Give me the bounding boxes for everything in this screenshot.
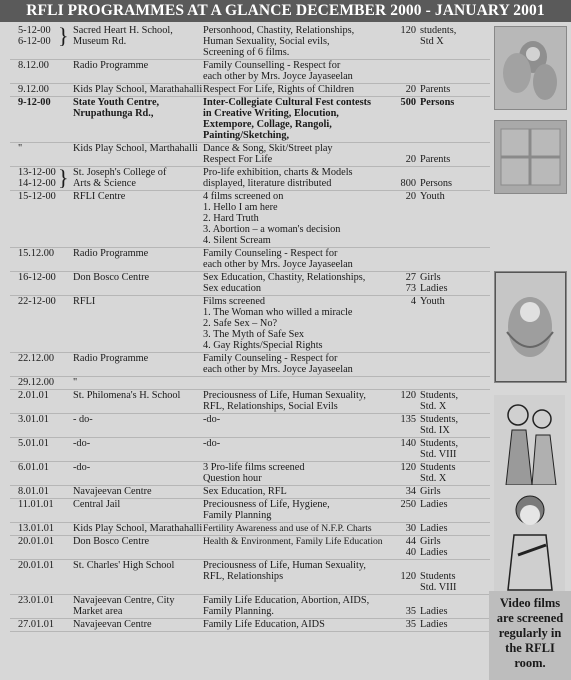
date-cell-line: 9.12.00 bbox=[18, 84, 49, 95]
video-note-line: the RFLI bbox=[505, 641, 555, 655]
unit-cell bbox=[420, 560, 456, 593]
activity-cell bbox=[203, 523, 372, 534]
date-cell-line: 6-12-00 bbox=[18, 36, 51, 47]
place-cell-line: RFLI Centre bbox=[73, 191, 126, 202]
unit-cell bbox=[420, 414, 458, 436]
count-cell-line: 44 bbox=[405, 536, 416, 547]
unit-cell-line bbox=[420, 560, 456, 571]
table-row bbox=[10, 499, 490, 521]
unit-cell bbox=[420, 84, 450, 95]
date-cell bbox=[18, 97, 51, 108]
activity-cell bbox=[203, 191, 340, 246]
activity-cell-line: RFL, Relationships bbox=[203, 571, 284, 582]
place-cell-line: St. Philomena's H. School bbox=[73, 390, 181, 401]
table-row bbox=[10, 462, 490, 484]
unit-cell-line: Ladies bbox=[420, 523, 448, 534]
date-cell bbox=[18, 377, 54, 388]
date-cell-line: 13-12-00 bbox=[18, 167, 56, 178]
unit-cell bbox=[420, 191, 445, 202]
table-row bbox=[10, 60, 490, 82]
count-cell bbox=[380, 560, 416, 582]
unit-cell-line: Std. X bbox=[420, 473, 447, 484]
row-divider bbox=[10, 631, 490, 632]
place-cell bbox=[73, 523, 202, 534]
date-cell-line: 5.01.01 bbox=[18, 438, 49, 449]
activity-cell-line: each other by Mrs. Joyce Jayaseelan bbox=[203, 364, 353, 375]
place-cell bbox=[73, 462, 90, 473]
table-row bbox=[10, 438, 490, 460]
place-cell-line: St. Charles' High School bbox=[73, 560, 175, 571]
activity-cell-line: 4. Silent Scream bbox=[203, 235, 271, 246]
count-cell bbox=[380, 462, 416, 473]
date-cell bbox=[18, 499, 54, 510]
table-row bbox=[10, 523, 490, 534]
activity-cell bbox=[203, 536, 383, 547]
activity-cell bbox=[203, 25, 354, 58]
place-cell bbox=[73, 60, 148, 71]
unit-cell-line: Ladies bbox=[420, 619, 448, 630]
unit-cell bbox=[420, 595, 447, 617]
date-cell-line: 20.01.01 bbox=[18, 560, 55, 571]
place-cell-line: Kids Play School, Marthahalli bbox=[73, 143, 198, 154]
place-cell bbox=[73, 560, 174, 571]
activity-cell bbox=[203, 353, 353, 375]
count-cell-line: 40 bbox=[405, 547, 416, 558]
place-cell bbox=[73, 25, 173, 47]
unit-cell-line: Persons bbox=[420, 178, 453, 189]
activity-cell-line: Inter-Collegiate Cultural Fest contests bbox=[203, 97, 372, 108]
activity-cell-line: Family Counseling - Respect for bbox=[203, 353, 338, 364]
date-cell bbox=[18, 462, 49, 473]
count-cell-line: 500 bbox=[400, 97, 416, 108]
place-cell-line: Market area bbox=[73, 606, 123, 617]
count-cell-line: 120 bbox=[400, 390, 416, 401]
table-row bbox=[10, 595, 490, 617]
table-row bbox=[10, 377, 490, 388]
date-cell-line: 23.01.01 bbox=[18, 595, 55, 606]
place-cell bbox=[73, 486, 152, 497]
date-cell bbox=[18, 619, 54, 630]
count-cell bbox=[380, 619, 416, 630]
count-cell bbox=[380, 97, 416, 108]
wrapped-gift-illustration bbox=[494, 120, 567, 194]
activity-cell-line: 2. Hard Truth bbox=[203, 213, 259, 224]
date-cell-line: 13.01.01 bbox=[18, 523, 55, 534]
place-cell-line: Navajeevan Centre, City bbox=[73, 595, 175, 606]
place-cell bbox=[73, 167, 166, 189]
table-row bbox=[10, 25, 490, 58]
activity-cell bbox=[203, 486, 287, 497]
unit-cell bbox=[420, 619, 447, 630]
activity-cell-line: Respect For Life bbox=[203, 154, 273, 165]
activity-cell-line: Preciousness of Life, Human Sexuality, bbox=[203, 390, 366, 401]
unit-cell-line: Std. IX bbox=[420, 425, 450, 436]
unit-cell-line: Youth bbox=[420, 296, 445, 307]
unit-cell bbox=[420, 390, 458, 412]
activity-cell-line: Screening of 6 films. bbox=[203, 47, 290, 58]
unit-cell bbox=[420, 523, 447, 534]
date-cell bbox=[18, 414, 49, 425]
activity-cell bbox=[203, 143, 333, 165]
count-cell-line: 73 bbox=[405, 283, 416, 294]
musician-cartoon-illustration bbox=[494, 485, 565, 595]
family-cartoon-illustration bbox=[494, 395, 565, 490]
place-cell bbox=[73, 390, 180, 401]
count-cell-line: 27 bbox=[405, 272, 416, 283]
activity-cell bbox=[203, 84, 354, 95]
angel-illustration bbox=[494, 26, 567, 110]
place-cell bbox=[73, 619, 152, 630]
date-cell-line: 8.01.01 bbox=[18, 486, 49, 497]
activity-cell-line: Question hour bbox=[203, 473, 262, 484]
sidebar-illustrations bbox=[489, 23, 571, 680]
count-cell-line: 34 bbox=[405, 486, 416, 497]
count-cell-line bbox=[380, 143, 416, 154]
count-cell-line: 120 bbox=[400, 571, 416, 582]
place-cell bbox=[73, 595, 175, 617]
unit-cell bbox=[420, 486, 441, 497]
unit-cell-line: Std. VIII bbox=[420, 449, 457, 460]
place-cell-line: Kids Play School, Marathahalli bbox=[73, 84, 203, 95]
table-row bbox=[10, 143, 490, 165]
brace-mark: } bbox=[58, 23, 69, 48]
count-cell bbox=[380, 536, 416, 558]
place-cell-line: Nrupathunga Rd., bbox=[73, 108, 154, 119]
date-cell bbox=[18, 143, 22, 154]
place-cell bbox=[73, 499, 120, 510]
date-cell bbox=[18, 296, 56, 307]
count-cell-line: 120 bbox=[400, 25, 416, 36]
activity-cell bbox=[203, 462, 305, 484]
video-films-notice bbox=[489, 591, 571, 680]
unit-cell bbox=[420, 272, 447, 294]
date-cell-line: 2.01.01 bbox=[18, 390, 49, 401]
count-cell-line: 20 bbox=[405, 84, 416, 95]
table-row bbox=[10, 84, 490, 95]
date-cell bbox=[18, 353, 54, 364]
activity-cell-line: Fertility Awareness and use of N.F.P. Charts bbox=[203, 523, 372, 534]
date-cell-line: 22-12-00 bbox=[18, 296, 56, 307]
count-cell bbox=[380, 523, 416, 534]
place-cell-line: Navajeevan Centre bbox=[73, 619, 152, 630]
count-cell-line: 4 bbox=[410, 296, 416, 307]
activity-cell-line: 2. Safe Sex – No? bbox=[203, 318, 278, 329]
place-cell bbox=[73, 84, 202, 95]
activity-cell-line: 1. Hello I am here bbox=[203, 202, 278, 213]
activity-cell-line: Family Planning bbox=[203, 510, 272, 521]
activity-cell-line: Family Life Education, Abortion, AIDS, bbox=[203, 595, 370, 606]
table-row bbox=[10, 619, 490, 630]
activity-cell-line: Family Life Education, AIDS bbox=[203, 619, 325, 630]
count-cell-line bbox=[380, 167, 416, 178]
unit-cell-line: Persons bbox=[420, 97, 455, 108]
table-row bbox=[10, 248, 490, 270]
date-cell bbox=[18, 60, 49, 71]
table-row bbox=[10, 272, 490, 294]
unit-cell bbox=[420, 462, 455, 484]
count-cell-line: 135 bbox=[400, 414, 416, 425]
activity-cell-line: Dance & Song, Skit/Street play bbox=[203, 143, 333, 154]
activity-cell bbox=[203, 248, 353, 270]
activity-cell-line: 3 Pro-life films screened bbox=[203, 462, 305, 473]
unit-cell bbox=[420, 143, 450, 165]
unit-cell-line: Students bbox=[420, 462, 456, 473]
unit-cell-line: Students, bbox=[420, 390, 459, 401]
date-cell-line: 20.01.01 bbox=[18, 536, 55, 547]
place-cell bbox=[73, 414, 93, 425]
table-row bbox=[10, 296, 490, 351]
date-cell bbox=[18, 272, 56, 283]
unit-cell-line: Youth bbox=[420, 191, 445, 202]
video-note-line: regularly in bbox=[498, 626, 562, 640]
date-cell bbox=[18, 523, 54, 534]
place-cell-line: Sacred Heart H. School, bbox=[73, 25, 173, 36]
activity-cell-line: Family Planning. bbox=[203, 606, 274, 617]
table-row bbox=[10, 167, 490, 189]
date-cell-line: 8.12.00 bbox=[18, 60, 49, 71]
date-cell-line: 9-12-00 bbox=[18, 97, 51, 108]
activity-cell bbox=[203, 60, 353, 82]
place-cell-line: -do- bbox=[73, 438, 91, 449]
count-cell-line: 30 bbox=[405, 523, 416, 534]
place-cell-line: State Youth Centre, bbox=[73, 97, 160, 108]
unit-cell-line: Std X bbox=[420, 36, 444, 47]
count-cell bbox=[380, 84, 416, 95]
activity-cell-line: 4 films screened on bbox=[203, 191, 284, 202]
unit-cell-line: Girls bbox=[420, 486, 441, 497]
date-cell bbox=[18, 248, 54, 259]
date-cell bbox=[18, 84, 49, 95]
unit-cell-line: Std. VIII bbox=[420, 582, 457, 593]
count-cell-line: 120 bbox=[400, 462, 416, 473]
place-cell-line: " bbox=[73, 377, 78, 388]
date-cell-line: 3.01.01 bbox=[18, 414, 49, 425]
table-row bbox=[10, 486, 490, 497]
activity-cell bbox=[203, 438, 220, 449]
date-cell bbox=[18, 595, 54, 606]
page-title: RFLI PROGRAMMES AT A GLANCE DECEMBER 2000 - JANUARY 2001 bbox=[0, 0, 571, 22]
activity-cell-line: -do- bbox=[203, 438, 221, 449]
place-cell-line: Don Bosco Centre bbox=[73, 272, 150, 283]
count-cell-line: 20 bbox=[405, 154, 416, 165]
unit-cell bbox=[420, 296, 445, 307]
date-cell bbox=[18, 560, 54, 571]
unit-cell-line: students, bbox=[420, 25, 457, 36]
place-cell-line: Central Jail bbox=[73, 499, 121, 510]
place-cell bbox=[73, 377, 77, 388]
activity-cell-line: 3. The Myth of Safe Sex bbox=[203, 329, 305, 340]
date-cell bbox=[18, 438, 49, 449]
activity-cell bbox=[203, 619, 325, 630]
date-cell-line: 15.12.00 bbox=[18, 248, 55, 259]
unit-cell-line: Students, bbox=[420, 438, 459, 449]
count-cell-line: 140 bbox=[400, 438, 416, 449]
count-cell bbox=[380, 272, 416, 294]
place-cell bbox=[73, 97, 159, 119]
date-cell-line: 22.12.00 bbox=[18, 353, 55, 364]
count-cell bbox=[380, 167, 416, 189]
table-row bbox=[10, 390, 490, 412]
activity-cell-line: Films screened bbox=[203, 296, 266, 307]
date-cell-line: 29.12.00 bbox=[18, 377, 55, 388]
unit-cell bbox=[420, 499, 447, 510]
count-cell bbox=[380, 191, 416, 202]
place-cell-line: Radio Programme bbox=[73, 248, 149, 259]
count-cell-line: 250 bbox=[400, 499, 416, 510]
activity-cell-line: Human Sexuality, Social evils, bbox=[203, 36, 330, 47]
unit-cell-line: Parents bbox=[420, 154, 451, 165]
place-cell-line: Arts & Science bbox=[73, 178, 136, 189]
unit-cell bbox=[420, 25, 456, 47]
place-cell-line: Museum Rd. bbox=[73, 36, 127, 47]
unit-cell-line: Ladies bbox=[420, 283, 448, 294]
date-cell-line: " bbox=[18, 143, 23, 154]
date-cell-line: 5-12-00 bbox=[18, 25, 51, 36]
unit-cell-line bbox=[420, 143, 450, 154]
unit-cell bbox=[420, 438, 458, 460]
count-cell bbox=[380, 486, 416, 497]
count-cell bbox=[380, 25, 416, 36]
count-cell bbox=[380, 595, 416, 617]
count-cell-line: 35 bbox=[405, 619, 416, 630]
place-cell-line: Radio Programme bbox=[73, 353, 149, 364]
activity-cell-line: 1. The Woman who willed a miracle bbox=[203, 307, 353, 318]
activity-cell-line: Preciousness of Life, Hygiene, bbox=[203, 499, 330, 510]
place-cell-line: Don Bosco Centre bbox=[73, 536, 150, 547]
date-cell bbox=[18, 390, 49, 401]
activity-cell-line: Sex education bbox=[203, 283, 262, 294]
date-cell-line: 14-12-00 bbox=[18, 178, 56, 189]
date-cell-line: 11.01.01 bbox=[18, 499, 54, 510]
activity-cell bbox=[203, 97, 371, 141]
unit-cell-line: Ladies bbox=[420, 547, 448, 558]
count-cell bbox=[380, 499, 416, 510]
activity-cell-line: Painting/Sketching, bbox=[203, 130, 290, 141]
activity-cell-line: Family Counselling - Respect for bbox=[203, 60, 341, 71]
unit-cell-line: Parents bbox=[420, 84, 451, 95]
date-cell-line: 16-12-00 bbox=[18, 272, 56, 283]
place-cell bbox=[73, 248, 148, 259]
place-cell bbox=[73, 191, 125, 202]
count-cell bbox=[380, 438, 416, 449]
place-cell-line: -do- bbox=[73, 462, 91, 473]
unit-cell bbox=[420, 167, 452, 189]
count-cell-line: 35 bbox=[405, 606, 416, 617]
activity-cell-line: displayed, literature distributed bbox=[203, 178, 332, 189]
unit-cell bbox=[420, 536, 447, 558]
unit-cell-line bbox=[420, 167, 452, 178]
count-cell-line bbox=[380, 595, 416, 606]
activity-cell bbox=[203, 499, 330, 521]
unit-cell-line: Std. X bbox=[420, 401, 447, 412]
activity-cell bbox=[203, 390, 366, 412]
date-cell bbox=[18, 167, 56, 189]
activity-cell-line: RFL, Relationships, Social Evils bbox=[203, 401, 338, 412]
date-cell bbox=[18, 536, 54, 547]
activity-cell-line: each other by Mrs. Joyce Jayaseelan bbox=[203, 259, 353, 270]
count-cell bbox=[380, 296, 416, 307]
count-cell bbox=[380, 143, 416, 165]
table-row bbox=[10, 191, 490, 246]
date-cell-line: 27.01.01 bbox=[18, 619, 55, 630]
unit-cell-line: Girls bbox=[420, 272, 441, 283]
activity-cell bbox=[203, 595, 369, 617]
place-cell-line: - do- bbox=[73, 414, 93, 425]
table-row bbox=[10, 560, 490, 593]
date-cell-line: 6.01.01 bbox=[18, 462, 49, 473]
date-cell-line: 15-12-00 bbox=[18, 191, 56, 202]
place-cell-line: Radio Programme bbox=[73, 60, 149, 71]
count-cell-line: 20 bbox=[405, 191, 416, 202]
activity-cell-line: Extempore, Collage, Rangoli, bbox=[203, 119, 332, 130]
activity-cell bbox=[203, 296, 353, 351]
unit-cell-line: Ladies bbox=[420, 499, 448, 510]
unit-cell bbox=[420, 97, 454, 108]
activity-cell-line: in Creative Writing, Elocution, bbox=[203, 108, 339, 119]
table-row bbox=[10, 97, 490, 141]
activity-cell bbox=[203, 414, 220, 425]
activity-cell-line: Family Counseling - Respect for bbox=[203, 248, 338, 259]
children-are-precious-poster bbox=[494, 271, 567, 383]
date-cell bbox=[18, 191, 56, 202]
place-cell-line: Kids Play School, Marathahalli bbox=[73, 523, 203, 534]
activity-cell bbox=[203, 272, 365, 294]
unit-cell-line: Ladies bbox=[420, 606, 448, 617]
activity-cell-line: -do- bbox=[203, 414, 221, 425]
place-cell bbox=[73, 296, 95, 307]
place-cell bbox=[73, 143, 198, 154]
activity-cell bbox=[203, 167, 353, 189]
place-cell-line: St. Joseph's College of bbox=[73, 167, 167, 178]
date-cell bbox=[18, 25, 51, 47]
video-note-line: room. bbox=[514, 656, 546, 670]
activity-cell-line: each other by Mrs. Joyce Jayaseelan bbox=[203, 71, 353, 82]
activity-cell-line: Sex Education, Chastity, Relationships, bbox=[203, 272, 366, 283]
activity-cell-line: 3. Abortion – a woman's decision bbox=[203, 224, 341, 235]
place-cell bbox=[73, 272, 149, 283]
count-cell bbox=[380, 414, 416, 425]
table-row bbox=[10, 414, 490, 436]
activity-cell-line: Preciousness of Life, Human Sexuality, bbox=[203, 560, 366, 571]
count-cell-line bbox=[380, 560, 416, 571]
activity-cell-line: Pro-life exhibition, charts & Models bbox=[203, 167, 353, 178]
place-cell-line: RFLI bbox=[73, 296, 96, 307]
unit-cell-line: Girls bbox=[420, 536, 441, 547]
video-note-line: Video films bbox=[499, 596, 561, 610]
count-cell-line: 800 bbox=[400, 178, 416, 189]
date-cell bbox=[18, 486, 49, 497]
unit-cell-line bbox=[420, 595, 447, 606]
brace-mark: } bbox=[58, 165, 69, 190]
activity-cell-line: Health & Environment, Family Life Education bbox=[203, 536, 383, 547]
unit-cell-line: Students bbox=[420, 571, 456, 582]
unit-cell-line: Students, bbox=[420, 414, 459, 425]
activity-cell-line: Sex Education, RFL bbox=[203, 486, 287, 497]
activity-cell-line: Personhood, Chastity, Relationships, bbox=[203, 25, 355, 36]
place-cell bbox=[73, 536, 149, 547]
table-row bbox=[10, 353, 490, 375]
activity-cell-line: 4. Gay Rights/Special Rights bbox=[203, 340, 323, 351]
count-cell bbox=[380, 390, 416, 401]
place-cell-line: Navajeevan Centre bbox=[73, 486, 152, 497]
table-row bbox=[10, 536, 490, 558]
activity-cell-line: Respect For Life, Rights of Children bbox=[203, 84, 354, 95]
place-cell bbox=[73, 438, 90, 449]
place-cell bbox=[73, 353, 148, 364]
activity-cell bbox=[203, 560, 366, 582]
video-note-line: are screened bbox=[496, 611, 564, 625]
